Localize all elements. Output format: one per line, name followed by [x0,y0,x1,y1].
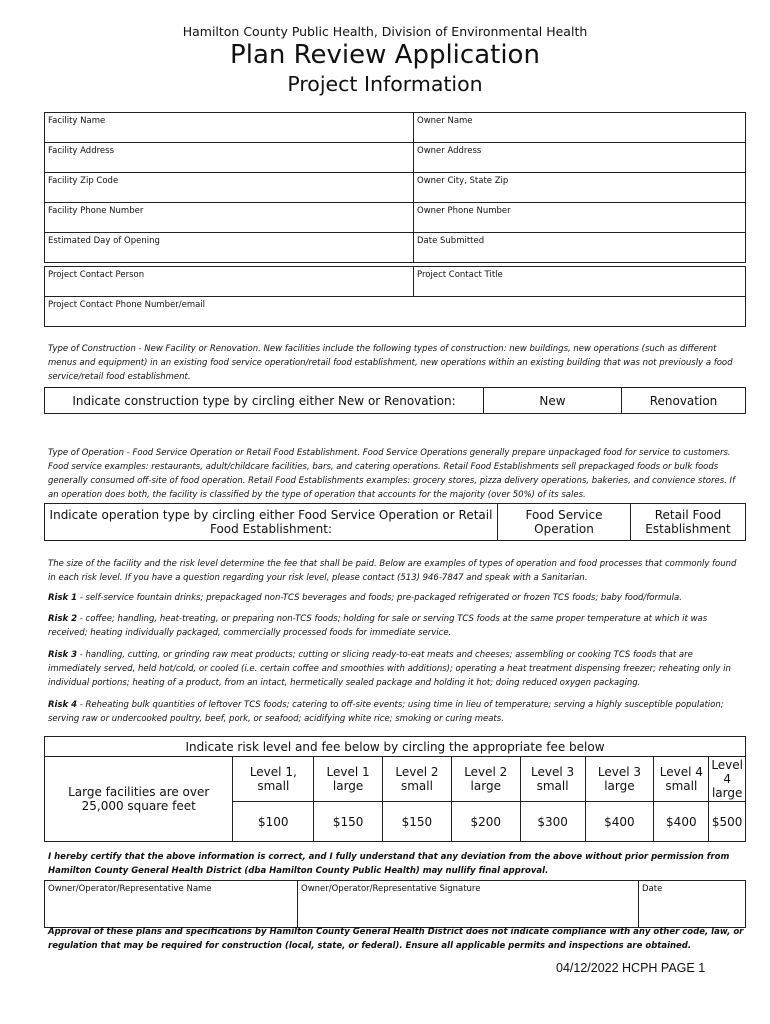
risk-intro: The size of the facility and the risk level determine the fee that shall be paid. Below are examples of types of operation and food processes that commonly found in each risk level. If you have a question regarding your risk level, please contact (513) 946-7847 and speak with a Sanitarian. [48,559,737,583]
owner-name-field[interactable]: Owner Name [414,113,746,143]
operation-type-table [44,503,746,541]
risk-2-label: Risk 2 [48,614,78,624]
fee-level-2-small[interactable]: $150 [383,802,452,842]
level-4-large-header: Level 4 large [709,757,746,802]
level-4-small-header: Level 4 small [654,757,709,802]
level-1-large-header: Level 1 large [314,757,383,802]
approval-disclaimer: Approval of these plans and specifications by Hamilton County General Health District does not indicate compliance with any other code, law, or regulation that may be required for construction (local, state, or federal). Ensure all applicable permits and inspections are obtained. [48,927,744,951]
fee-level-2-large[interactable]: $200 [451,802,520,842]
representative-signature-field[interactable]: Owner/Operator/Representative Signature [298,881,639,928]
representative-name-field[interactable]: Owner/Operator/Representative Name [45,881,298,928]
risk-4-description [48,698,746,726]
owner-phone-field[interactable]: Owner Phone Number [414,203,746,233]
page-footer: 04/12/2022 HCPH PAGE 1 [556,961,706,975]
level-3-large-header: Level 3 large [585,757,654,802]
owner-city-state-zip-field[interactable]: Owner City, State Zip [414,173,746,203]
fee-table [44,736,746,842]
project-info-table [44,112,746,263]
construction-description: Type of Construction - New Facility or Renovation. New facilities include the following types of construction: new buildings, new operations (such as different menus and equipment) in an existing food service operation/retail food establishment, new operations within an existing building that was not previously a food service/retail food establishment. [48,344,733,382]
fee-level-4-large[interactable]: $500 [709,802,746,842]
table-row [45,143,746,173]
opening-date-field[interactable]: Estimated Day of Opening [45,233,414,263]
contact-phone-email-field[interactable]: Project Contact Phone Number/email [45,297,746,327]
risk-1-description [48,591,746,605]
agency-name: Hamilton County Public Health, Division of Environmental Health [182,24,588,39]
risk-1-text: - self-service fountain drinks; prepackaged non-TCS beverages and foods; pre-packaged refrigerated or frozen TCS foods; baby food/formula. [77,593,682,603]
operation-description: Type of Operation - Food Service Operation or Retail Food Establishment. Food Service Operations generally prepare unpackaged food for service to customers. Food service examples: restaurants, adult/childcare facilities, bars, and catering operations. Retail Food Establishments sell prepackaged foods or bulk foods generally consumed off-site of food operation. Retail Food Establishments examples: grocery stores, pizza delivery operations, bakeries, and convience stores. If an operation does both, the facility is classified by the type of operation that accounts for the majority (over 50%) of its sales. [48,448,736,500]
signature-date-field[interactable]: Date [639,881,746,928]
fee-level-3-large[interactable]: $400 [585,802,654,842]
signature-table [44,880,746,928]
facility-zip-field[interactable]: Facility Zip Code [45,173,414,203]
owner-address-field[interactable]: Owner Address [414,143,746,173]
contact-table [44,266,746,327]
risk-1-label: Risk 1 [48,593,78,603]
risk-4-text: - Reheating bulk quantities of leftover TCS foods; catering to off-site events; using time in lieu of temperature; serving a highly susceptible population; serving raw or undercooked poultry, beef, pork, or seafood; acidifying white rice; smoking or curing meats. [48,700,724,724]
level-2-large-header: Level 2 large [451,757,520,802]
level-3-small-header: Level 3 small [520,757,585,802]
contact-person-field[interactable]: Project Contact Person [45,267,414,297]
page-subtitle: Project Information [287,72,483,96]
table-row [45,267,746,297]
table-row [45,233,746,263]
construction-type-table [44,387,746,414]
date-submitted-field[interactable]: Date Submitted [414,233,746,263]
risk-2-description [48,612,746,640]
facility-address-field[interactable]: Facility Address [45,143,414,173]
page-title: Plan Review Application [230,40,540,70]
risk-3-text: - handling, cutting, or grinding raw meat products; cutting or slicing ready-to-eat meats and cheeses; assembling or cooking TCS foods that are immediately served, held hot/cold, or cooled (i.e. certain coffee and smoothies with additions); operating a heat treatment dispensing freezer; reheating only in individual portions; heating of a product, from an intact, hermetically sealed package and holding it hot; doing reduced oxygen packaging. [48,650,731,688]
table-row [45,173,746,203]
facility-phone-field[interactable]: Facility Phone Number [45,203,414,233]
operation-option-food-service[interactable]: Food Service Operation [498,504,631,541]
table-row [45,297,746,327]
risk-4-label: Risk 4 [48,700,78,710]
operation-prompt: Indicate operation type by circling either Food Service Operation or Retail Food Establishment: [45,504,498,541]
fee-level-4-small[interactable]: $400 [654,802,709,842]
fee-level-1-small[interactable]: $100 [233,802,314,842]
construction-prompt: Indicate construction type by circling either New or Renovation: [45,388,484,414]
fee-level-3-small[interactable]: $300 [520,802,585,842]
table-row [45,113,746,143]
large-facility-note: Large facilities are over 25,000 square feet [45,757,233,842]
operation-option-retail-food[interactable]: Retail Food Establishment [631,504,746,541]
risk-3-label: Risk 3 [48,650,78,660]
level-2-small-header: Level 2 small [383,757,452,802]
level-1-small-header: Level 1, small [233,757,314,802]
risk-3-description [48,648,746,690]
fee-table-heading: Indicate risk level and fee below by circling the appropriate fee below [45,737,746,757]
certification-statement: I hereby certify that the above information is correct, and I fully understand that any deviation from the above without prior permission from Hamilton County General Health District (dba Hamilton County Public Health) may nullify final approval. [48,852,730,876]
construction-option-new[interactable]: New [484,388,622,414]
fee-level-1-large[interactable]: $150 [314,802,383,842]
construction-option-renovation[interactable]: Renovation [622,388,746,414]
contact-title-field[interactable]: Project Contact Title [414,267,746,297]
facility-name-field[interactable]: Facility Name [45,113,414,143]
risk-2-text: - coffee; handling, heat-treating, or preparing non-TCS foods; holding for sale or serving TCS foods at the same proper temperature at which it was received; heating individually packaged, commercially processed foods for immediate service. [48,614,708,638]
table-row [45,203,746,233]
